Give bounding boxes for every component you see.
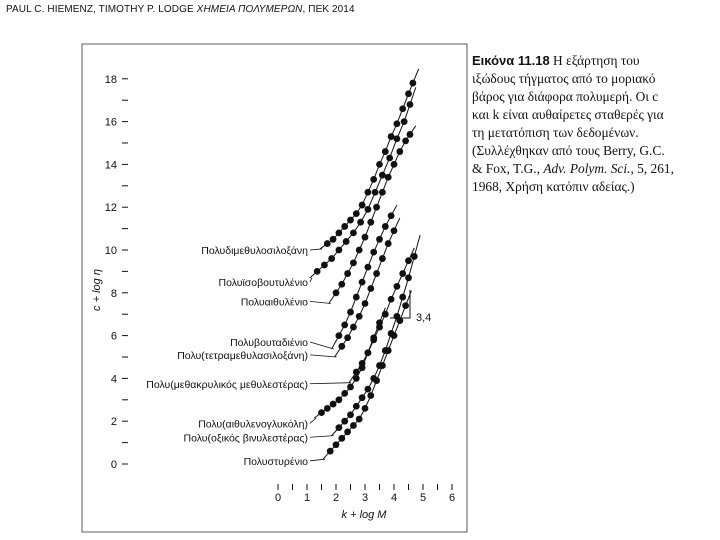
data-point <box>356 247 363 254</box>
data-point <box>330 401 337 408</box>
data-point <box>367 392 374 399</box>
data-point <box>356 416 363 423</box>
series-label: Πολυ(αιθυλενογλυκόλη) <box>198 418 308 431</box>
data-point <box>391 161 398 168</box>
series-label: Πολυ(οξικός βινυλεστέρας) <box>183 432 308 445</box>
data-point <box>338 343 345 350</box>
data-point <box>388 133 395 140</box>
y-tick-label: 8 <box>110 287 117 300</box>
data-point <box>399 105 406 112</box>
series-label: Πολυϊσοβουτυλένιο <box>218 277 308 290</box>
data-point <box>394 135 401 142</box>
data-point <box>353 210 360 217</box>
y-tick-label: 14 <box>104 159 117 172</box>
data-point <box>411 253 418 260</box>
x-tick-label: 2 <box>332 492 340 504</box>
data-point <box>333 441 340 448</box>
data-point <box>373 204 380 211</box>
y-tick-label: 12 <box>104 202 117 215</box>
data-point <box>357 219 364 226</box>
header-book-title: ΧΗΜΕΙΑ ΠΟΛΥΜΕΡΩΝ <box>196 4 303 15</box>
data-point <box>347 309 354 316</box>
y-tick-label: 0 <box>110 459 117 471</box>
data-point <box>386 155 393 162</box>
data-point <box>391 227 398 234</box>
leader-line <box>310 383 351 384</box>
x-axis-label: k + log M <box>341 509 387 521</box>
x-tick-label: 4 <box>390 492 398 504</box>
data-point <box>388 296 395 303</box>
y-tick-label: 16 <box>104 116 117 129</box>
data-point <box>330 236 337 243</box>
data-point <box>405 257 412 264</box>
leader-line <box>310 459 325 461</box>
leader-line <box>310 278 312 282</box>
slope-annotation: 3,4 <box>416 312 432 324</box>
series-points <box>314 80 418 455</box>
data-point <box>350 324 357 331</box>
data-point <box>382 311 389 318</box>
data-point <box>353 369 360 376</box>
series-label: Πολυαιθυλένιο <box>240 296 308 309</box>
leader-line <box>310 301 331 303</box>
data-point <box>347 384 354 391</box>
data-point <box>336 424 343 431</box>
data-point <box>353 294 360 301</box>
data-point <box>353 403 360 410</box>
data-point <box>396 148 403 155</box>
data-point <box>338 435 345 442</box>
data-point <box>359 394 366 401</box>
data-point <box>409 80 416 87</box>
data-point <box>365 349 372 356</box>
data-point <box>350 259 357 266</box>
leader-line <box>310 418 316 423</box>
y-tick-label: 10 <box>104 245 117 257</box>
data-point <box>382 223 389 230</box>
y-axis-label: c + log η <box>91 269 103 311</box>
data-point <box>336 229 343 236</box>
x-tick-label: 1 <box>303 492 311 504</box>
caption-figure-label: Εικόνα 11.18 <box>472 53 550 68</box>
data-point <box>405 90 412 97</box>
data-point <box>350 422 357 429</box>
series-label: Πολυβουταδιένιο <box>230 337 308 350</box>
y-tick-label: 18 <box>104 73 117 86</box>
data-point <box>347 411 354 418</box>
data-point <box>376 161 383 168</box>
leader-line <box>310 249 322 250</box>
data-point <box>379 172 386 179</box>
x-tick-label: 3 <box>361 492 369 504</box>
y-tick-label: 2 <box>110 416 117 429</box>
data-point <box>344 334 351 341</box>
data-point <box>407 101 414 108</box>
data-point <box>367 285 374 292</box>
header-authors: PAUL C. HIEMENZ, TIMOTHY P. LODGE <box>6 4 197 15</box>
data-point <box>359 279 366 286</box>
data-point <box>379 189 386 196</box>
data-point <box>321 262 328 269</box>
header-publisher: , ΠΕΚ 2014 <box>302 4 355 15</box>
data-point <box>385 174 392 181</box>
data-point <box>336 247 343 254</box>
data-point <box>324 240 331 247</box>
data-point <box>347 217 354 224</box>
data-point <box>344 429 351 436</box>
data-point <box>333 289 340 296</box>
series-labels <box>146 245 351 468</box>
data-point <box>341 223 348 230</box>
data-point <box>385 240 392 247</box>
data-point <box>341 322 348 329</box>
data-point <box>344 270 351 277</box>
data-point <box>338 281 345 288</box>
data-point <box>376 319 383 326</box>
data-point <box>405 274 412 281</box>
data-point <box>341 390 348 397</box>
data-point <box>376 236 383 243</box>
data-point <box>391 332 398 339</box>
data-point <box>365 386 372 393</box>
data-point <box>341 418 348 425</box>
series-label: Πολυ(μεθακρυλικός μεθυλεστέρας) <box>146 378 308 391</box>
data-point <box>407 131 414 138</box>
leader-line <box>310 436 334 438</box>
data-point <box>353 375 360 382</box>
data-point <box>370 176 377 183</box>
data-point <box>365 189 372 196</box>
data-point <box>362 300 369 307</box>
series-label: Πολυ(τετραμεθυλασιλοξάνη) <box>177 349 308 362</box>
data-point <box>373 377 380 384</box>
caption-text-end: , 5, 261, 1968, Χρήση κατόπιν αδείας.) <box>472 161 674 194</box>
data-point <box>370 249 377 256</box>
y-tick-label: 6 <box>110 330 117 343</box>
data-point <box>370 334 377 341</box>
data-point <box>327 448 334 455</box>
data-point <box>324 405 331 412</box>
x-tick-label: 5 <box>419 492 427 504</box>
data-point <box>379 362 386 369</box>
data-point <box>314 268 321 275</box>
data-point <box>359 364 366 371</box>
data-point <box>367 219 374 226</box>
data-point <box>401 118 408 125</box>
data-point <box>385 347 392 354</box>
data-point <box>365 206 372 213</box>
series-label: Πολυδιμεθυλοσιλοξάνη <box>201 245 308 257</box>
y-tick-label: 4 <box>110 373 117 386</box>
data-point <box>402 137 409 144</box>
data-point <box>362 234 369 241</box>
data-point <box>350 229 357 236</box>
caption-journal: Adv. Polym. Sci. <box>543 161 631 176</box>
data-point <box>362 405 369 412</box>
data-point <box>394 120 401 127</box>
data-point <box>328 255 335 262</box>
data-point <box>359 202 366 209</box>
figure-caption <box>472 52 677 196</box>
caption-text: Η εξάρτηση του ιξώδους τήγματος από το μοριακό βάρος για διάφορα πολυμερή. Οι c και k είναι αυθαίρετες σταθερές για τη μετατόπιση των δεδομένων. (Συλλέχθηκαν από τους Berry, G.C. & Fox, T.G., <box>472 53 665 176</box>
data-point <box>382 148 389 155</box>
data-point <box>336 332 343 339</box>
data-point <box>379 255 386 262</box>
x-tick-label: 0 <box>274 492 282 504</box>
data-point <box>372 189 379 196</box>
series-label: Πολυστυρένιο <box>243 455 308 468</box>
data-point <box>356 313 363 320</box>
data-point <box>399 294 406 301</box>
leader-line <box>310 342 334 349</box>
data-point <box>373 270 380 277</box>
data-point <box>388 212 395 219</box>
leader-line <box>310 355 337 357</box>
series-line <box>314 308 385 418</box>
data-point <box>402 302 409 309</box>
data-point <box>336 396 343 403</box>
data-point <box>365 264 372 271</box>
data-point <box>318 409 325 416</box>
x-tick-label: 6 <box>448 492 456 504</box>
data-point <box>343 238 350 245</box>
data-point <box>399 270 406 277</box>
data-point <box>394 283 401 290</box>
